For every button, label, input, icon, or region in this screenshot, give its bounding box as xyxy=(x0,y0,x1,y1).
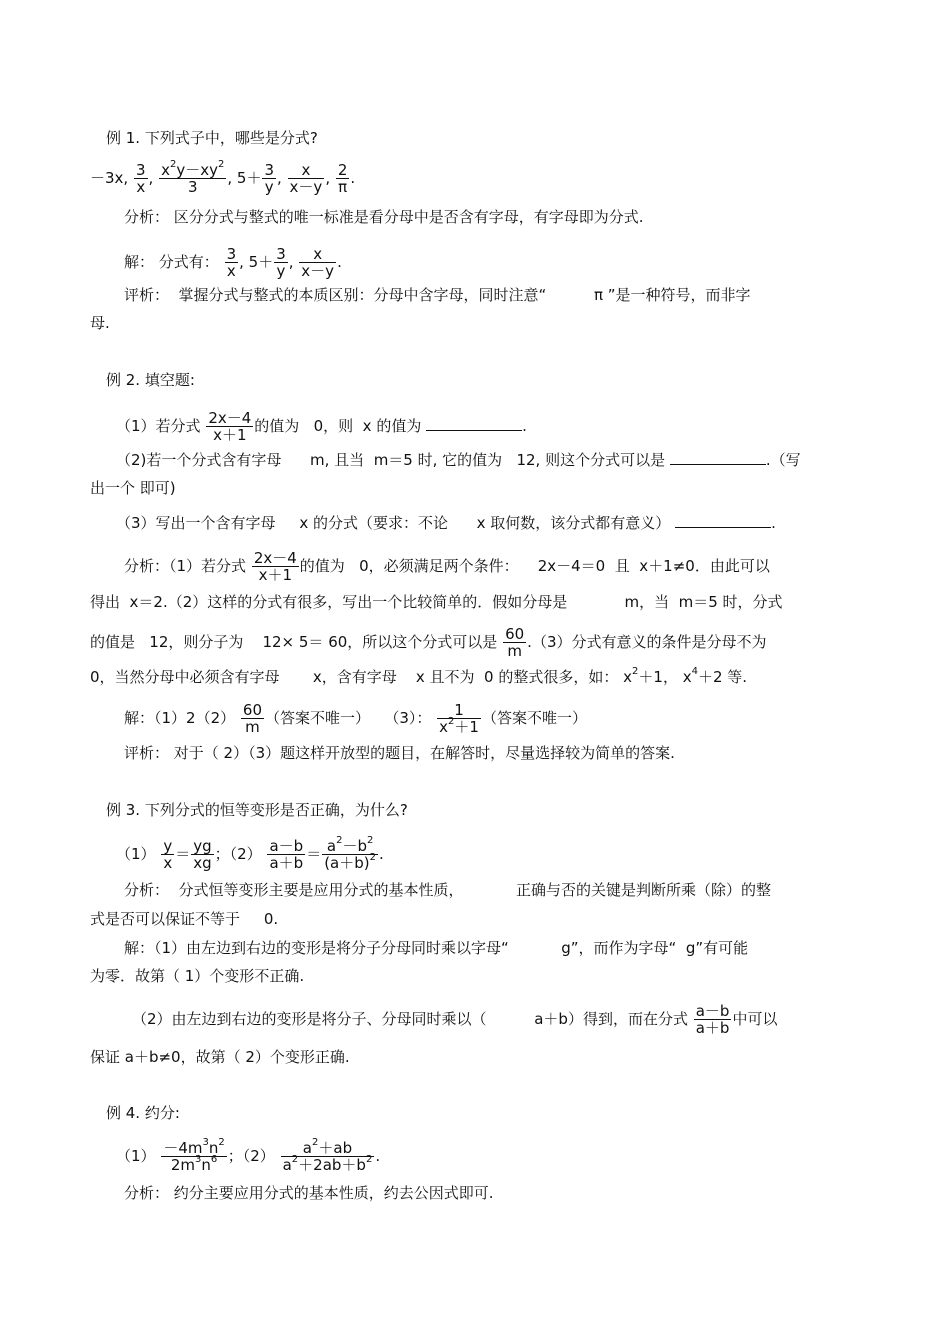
example-3-analysis-cont: 式是否可以保证不等于 0. xyxy=(90,910,279,928)
answer-blank[interactable] xyxy=(675,513,771,528)
example-1-comment: 评析： 掌握分式与整式的本质区别：分母中含字母，同时注意“ π ”是一种符号，而非字 xyxy=(124,286,751,304)
example-2-q2: （2)若一个分式含有字母 m, 且当 m＝5 时, 它的值为 12, 则这个分式可以是 .（写 xyxy=(116,451,801,469)
example-3-expressions: （1） $\frac{y}{x}$ ＝ $\frac{yg}{xg}$ ；（2） $\frac{a-b}{a+b}$ ＝ $\frac{a^2-b^2}{(a+b)^2}$ . xyxy=(116,835,384,872)
fraction: $\frac{x}{x-y}$ xyxy=(289,161,323,196)
example-3-solution-1: 解：（1）由左边到右边的变形是将分子分母同时乘以字母“ g”，而作为字母“ g”有可能 xyxy=(124,939,749,957)
example-4-analysis: 分析： 约分主要应用分式的基本性质，约去公因式即可. xyxy=(124,1184,494,1202)
example-2-analysis-2: 得出 x＝2.（2）这样的分式有很多，写出一个比较简单的．假如分母是 m，当 m＝5 时，分式 xyxy=(90,593,783,611)
example-4-heading: 例 4. 约分: xyxy=(106,1104,180,1122)
example-4-expressions: （1） $\frac{-4m^3n^2}{2m^3n^6}$ ；（2） $\frac{a^2+ab}{a^2+2ab+b^2}$ . xyxy=(116,1137,381,1174)
example-1-analysis: 分析： 区分分式与整式的唯一标准是看分母中是否含有字母，有字母即为分式. xyxy=(124,208,644,226)
answer-blank[interactable] xyxy=(670,450,766,465)
fraction: $\frac{3}{y}$ xyxy=(264,161,274,196)
example-3-analysis: 分析： 分式恒等变形主要是应用分式的基本性质， 正确与否的关键是判断所乘（除）的整 xyxy=(124,881,771,899)
example-1-heading: 例 1. 下列式子中，哪些是分式? xyxy=(106,129,318,147)
example-2-analysis-3: 的值是 12，则分子为 12× 5＝ 60，所以这个分式可以是 $\frac{60}{m}$ .（3）分式有意义的条件是分母不为 xyxy=(90,625,767,660)
example-1-comment-cont: 母. xyxy=(90,314,110,332)
fraction: $\frac{3}{x}$ xyxy=(135,161,146,196)
example-2-analysis-4: 0，当然分母中必须含有字母 x，含有字母 x 且不为 0 的整式很多，如： $x^2+1$， $x^4+2$ 等. xyxy=(90,666,748,686)
example-3-solution-2-cont: 保证 a＋b≠0，故第（ 2）个变形正确. xyxy=(90,1048,350,1066)
example-3-solution-2: （2）由左边到右边的变形是将分子、分母同时乘以（ a＋b）得到，而在分式 $\frac{a-b}{a+b}$ 中可以 xyxy=(132,1002,778,1037)
example-2-comment: 评析： 对于（ 2）（3）题这样开放型的题目，在解答时，尽量选择较为简单的答案. xyxy=(124,744,675,762)
answer-blank[interactable] xyxy=(426,416,522,431)
fraction: $\frac{2}{\pi}$ xyxy=(337,161,348,196)
example-2-analysis-1: 分析：（1）若分式 $\frac{2x-4}{x+1}$ 的值为 0，必须满足两个条件： 2x－4＝0 且 x＋1≠0．由此可以 xyxy=(124,549,770,584)
example-2-q2-cont: 出一个 即可) xyxy=(90,479,176,497)
example-2-heading: 例 2. 填空题: xyxy=(106,371,195,389)
example-1-solution: 解： 分式有： $\frac{3}{x}$ , 5＋ $\frac{3}{y}$ , $\frac{x}{x-y}$ . xyxy=(124,245,342,280)
example-3-heading: 例 3. 下列分式的恒等变形是否正确，为什么? xyxy=(106,801,408,819)
example-2-q3: （3）写出一个含有字母 x 的分式（要求：不论 x 取何数，该分式都有意义） . xyxy=(116,514,776,532)
example-2-solution: 解：（1）2（2） $\frac{60}{m}$ （答案不唯一） （3）： $\frac{1}{x^2+1}$ （答案不唯一） xyxy=(124,701,587,736)
example-2-q1: （1）若分式 $\frac{2x-4}{x+1}$ 的值为 0，则 x 的值为 . xyxy=(116,409,527,444)
example-1-expressions: －3x, $\frac{3}{x}$ , $\frac{x^2y-xy^2}{3}$ , 5＋ $\frac{3}{y}$ , $\frac{x}{x-y}$ , $\frac{2}{\pi}$ . xyxy=(90,159,356,196)
example-3-solution-1-cont: 为零．故第（ 1）个变形不正确. xyxy=(90,967,305,985)
fraction: $\frac{x^2y-xy^2}{3}$ xyxy=(161,159,225,196)
